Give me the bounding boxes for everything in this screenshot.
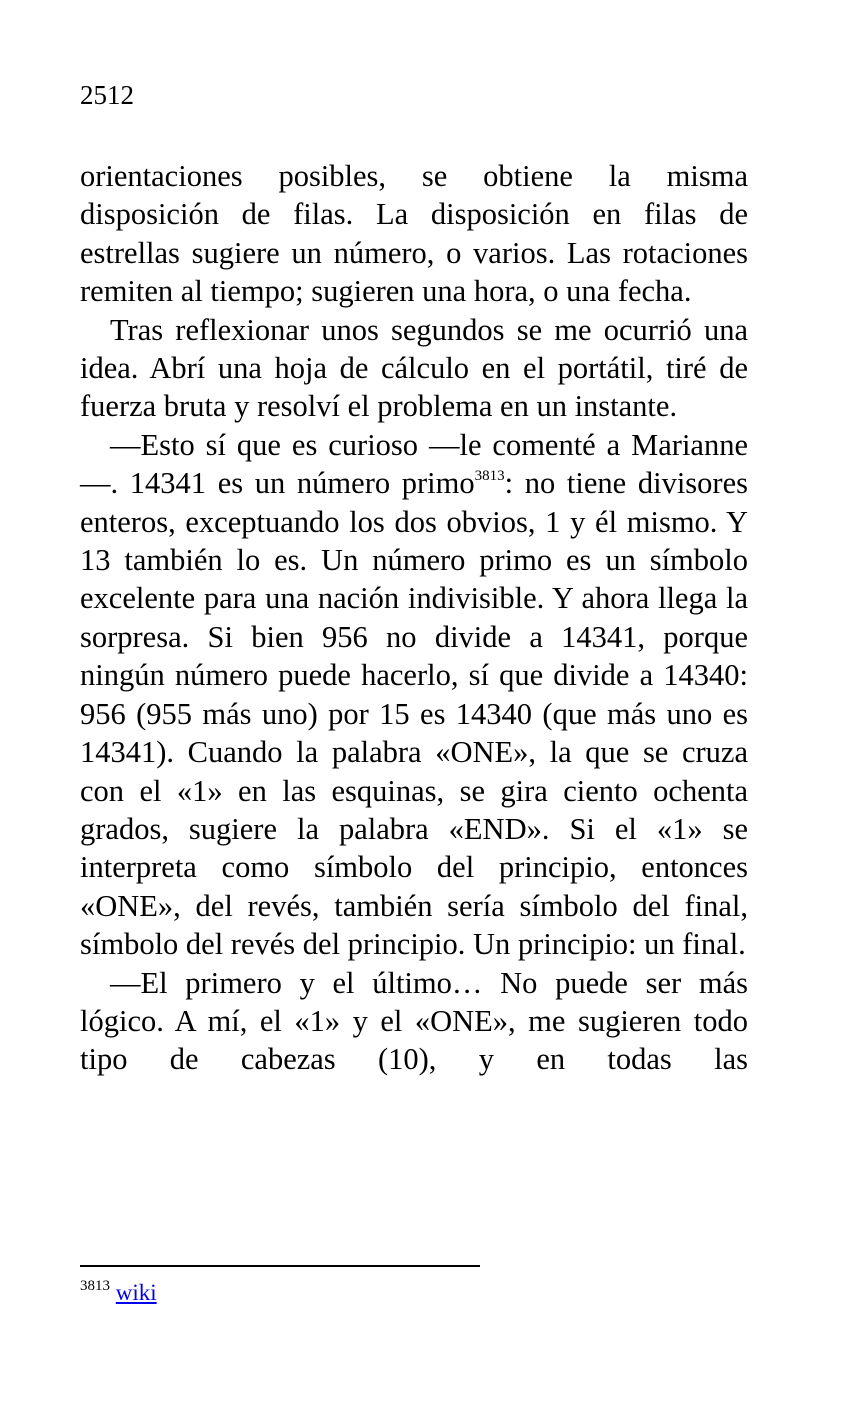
paragraph-2: Tras reflexionar unos segundos se me ocurrió una idea. Abrí una hoja de cálculo en el portátil, tiré de fuerza bruta y resolví el problema en un instante. — [80, 312, 748, 424]
page-number: 2512 — [80, 80, 134, 110]
paragraph-3-text-end: : no tiene divisores enteros, exceptuando los dos obvios, 1 y él mismo. Y 13 también lo es. Un número primo es un símbolo excelente para una nación indivisible. Y ahora llega la sorpresa. Si bien 956 no divide a 14341, porque ningún número puede hacerlo, sí que divide a 14340: 956 (955 más uno) por 15 es 14340 (que más uno es 14341). Cuando la palabra «ONE», la que se cruza con el «1» en las esquinas, se gira ciento ochenta grados, sugiere la palabra «END». Si el «1» se interpreta como símbolo del principio, entonces «ONE», del revés, también sería símbolo del final, símbolo del revés del principio. Un principio: un final. — [80, 466, 748, 962]
paragraph-3 — [80, 426, 748, 964]
footnote-wiki-link[interactable]: wiki — [115, 1280, 157, 1305]
body-text — [80, 157, 748, 1079]
paragraph-3-text-start: —Esto sí que es curioso —le comenté a Marianne—. 14341 es un número primo — [80, 427, 748, 501]
footnote-reference[interactable]: 3813 — [474, 468, 505, 485]
paragraph-4: —El primero y el último… No puede ser más lógico. A mí, el «1» y el «ONE», me sugieren todo tipo de cabezas (10), y en todas las — [80, 965, 748, 1077]
footnote-number: 3813 — [80, 1278, 110, 1294]
footnote-divider — [80, 1265, 480, 1267]
paragraph-1: orientaciones posibles, se obtiene la misma disposición de filas. La disposición en filas de estrellas sugiere un número, o varios. Las rotaciones remiten al tiempo; sugieren una hora, o una fecha. — [80, 159, 748, 309]
footnote — [80, 1278, 157, 1308]
